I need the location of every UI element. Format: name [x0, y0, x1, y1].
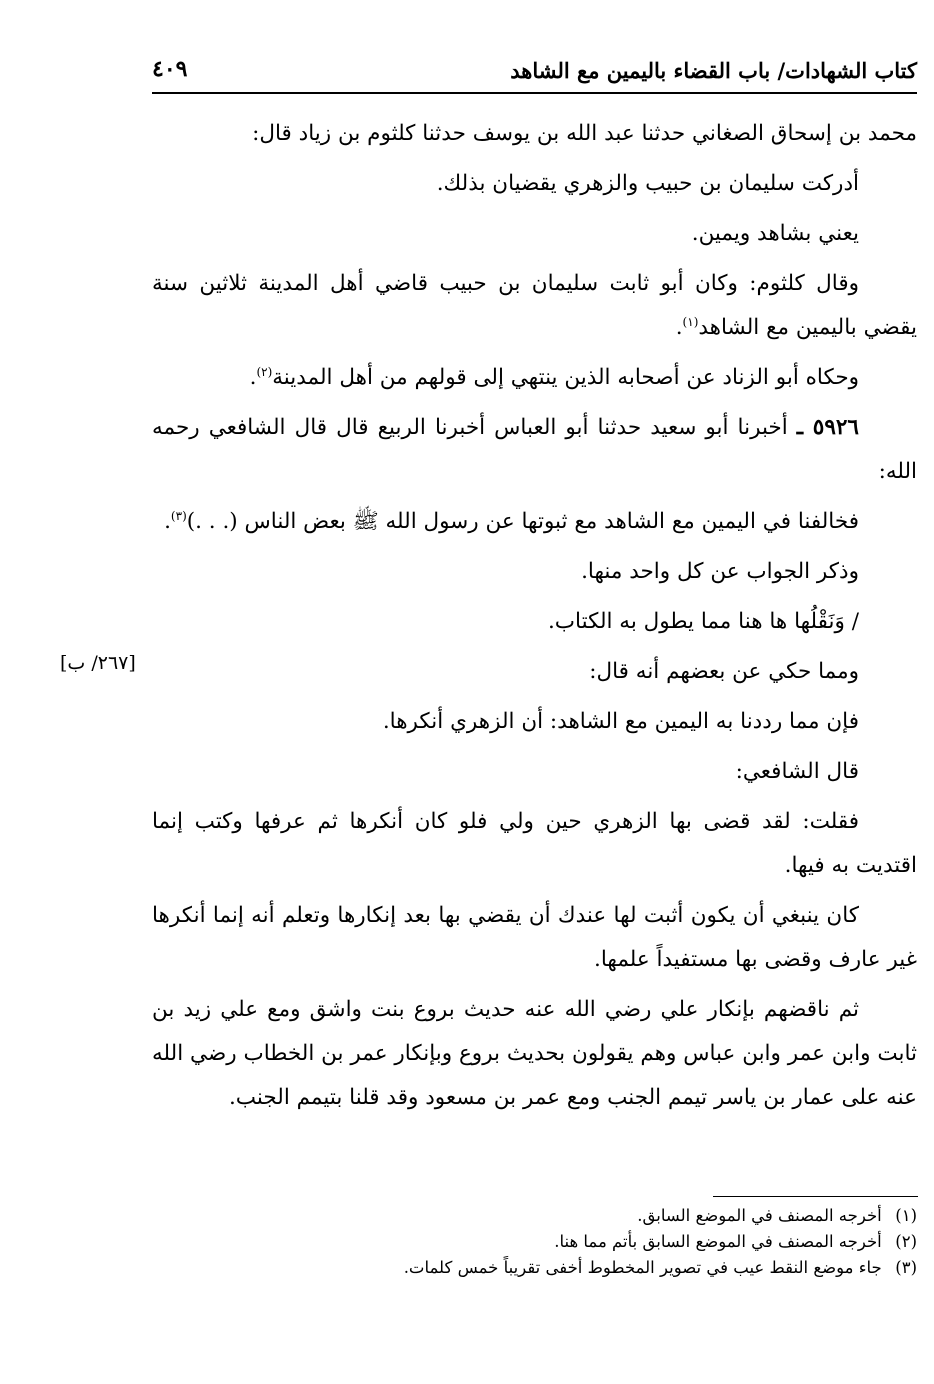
paragraph: / وَنَقْلُها ها هنا مما يطول به الكتاب.	[547, 609, 859, 634]
main-text	[152, 112, 917, 1126]
paragraph: فقلت: لقد قضى بها الزهري حين ولي فلو كان أنكرها ثم عرفها وكتب إنما اقتديت به فيها.	[152, 809, 917, 878]
paragraph: وقال كلثوم: وكان أبو ثابت سليمان بن حبيب قاضي أهل المدينة ثلاثين سنة يقضي باليمين مع الشاهد$^{(١)}$.	[152, 271, 917, 340]
footnote-ref: (٣)	[170, 508, 187, 523]
paragraph: فخالفنا في اليمين مع الشاهد مع ثبوتها عن رسول الله ﷺ بعض الناس (. . .)$^{(٣)}$.	[164, 508, 859, 534]
paragraph: وذكر الجواب عن كل واحد منها.	[581, 559, 859, 584]
hadith-paragraph: ٥٩٢٦ ـ أخبرنا أبو سعيد حدثنا أبو العباس أخبرنا الربيع قال قال الشافعي رحمه الله:	[152, 415, 917, 484]
footnote-ref: (٢)	[256, 364, 273, 379]
footnote-divider	[713, 1196, 918, 1197]
page-header	[152, 52, 917, 94]
footnote-mark: (٢)	[895, 1232, 917, 1251]
paragraph: فإن مما رددنا به اليمين مع الشاهد: أن الزهري أنكرها.	[382, 709, 859, 734]
footnote-mark: (٣)	[895, 1258, 917, 1277]
paragraph: أدركت سليمان بن حبيب والزهري يقضيان بذلك.	[436, 171, 859, 196]
footnote: (٣) جاء موضع النقط عيب في تصوير المخطوط أخفى تقريباً خمس كلمات.	[152, 1255, 917, 1281]
paragraph: قال الشافعي:	[735, 759, 859, 784]
paragraph: ثم ناقضهم بإنكار علي رضي الله عنه حديث بروع بنت واشق ومع علي زيد بن ثابت وابن عمر وابن عباس وهم يقولون بحديث بروع وبإنكار عمر بن الخطاب رضي الله عنه على عمار بن ياسر تيمم الجنب ومع عمر بن مسعود وقد قلنا بتيمم الجنب.	[152, 997, 917, 1110]
footnote: (٢) أخرجه المصنف في الموضع السابق بأتم مما هنا.	[152, 1229, 917, 1255]
footnote-ref: (١)	[682, 314, 699, 329]
paragraph: كان ينبغي أن يكون أثبت لها عندك أن يقضي بها بعد إنكارها وتعلم أنه إنما أنكرها غير عارف وقضى بها مستفيداً علمها.	[152, 903, 917, 972]
paragraph: ومما حكي عن بعضهم أنه قال:	[589, 659, 859, 684]
paragraph: يعني بشاهد ويمين.	[691, 221, 859, 246]
page-number: ٤٠٩	[152, 56, 188, 82]
footnote-mark: (١)	[895, 1206, 917, 1225]
paragraph: محمد بن إسحاق الصغاني حدثنا عبد الله بن يوسف حدثنا كلثوم بن زياد قال:	[252, 121, 917, 146]
running-title: كتاب الشهادات/ باب القضاء باليمين مع الشاهد	[510, 58, 917, 83]
paragraph: وحكاه أبو الزناد عن أصحابه الذين ينتهي إلى قولهم من أهل المدينة$^{(٢)}$.	[249, 364, 859, 390]
footnotes	[152, 1203, 917, 1281]
folio-marginal-note: [٢٦٧/ ب]	[60, 652, 136, 674]
footnote: (١) أخرجه المصنف في الموضع السابق.	[152, 1203, 917, 1229]
hadith-number: ٥٩٢٦ ـ	[796, 415, 859, 440]
